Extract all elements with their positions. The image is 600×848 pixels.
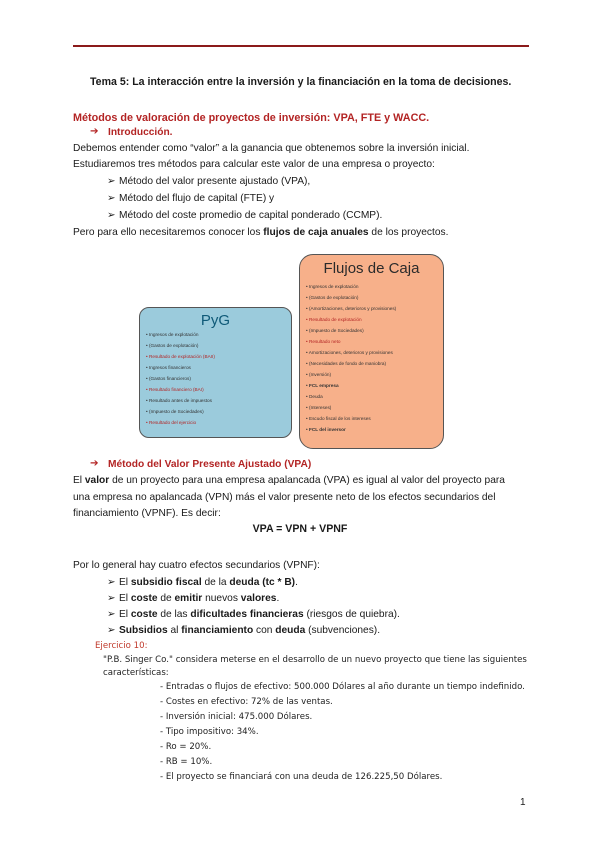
exercise-item: - Costes en efectivo: 72% de las ventas. [160,697,333,707]
bullet-icon: ➢ [107,577,116,588]
pyg-item: • (Gastos de explotación) [146,343,199,348]
bullet-icon: ➢ [107,176,116,187]
cash-flow-item: • Ingresos de explotación [306,284,359,289]
pyg-item: • Ingresos financieros [146,365,191,370]
bullet-icon: ➢ [107,609,116,620]
arrow-icon: ➔ [90,458,99,469]
cash-flow-item: • Resultado de explotación [306,317,362,322]
intro-line-1: Debemos entender como “valor” a la ganancia que obtenemos sobre la inversión inicial. [73,143,470,154]
vpa-heading: Método del Valor Presente Ajustado (VPA) [108,459,312,470]
exercise-item: - Inversión inicial: 475.000 Dólares. [160,712,313,722]
pyg-item: • (Gastos financieros) [146,376,191,381]
bullet-icon: ➢ [107,193,116,204]
method-item: ➢ Método del flujo de capital (FTE) y [107,193,275,204]
pyg-title: PyG [200,312,231,329]
page-number: 1 [520,797,526,808]
pyg-item: • Resultado antes de impuestos [146,398,213,403]
vpa-paragraph-line-3: financiamiento (VPNF). Es decir: [73,508,221,519]
effects-intro: Por lo general hay cuatro efectos secundarios (VPNF): [73,560,320,571]
header-rule [73,45,529,47]
intro-line-2: Estudiaremos tres métodos para calcular este valor de una empresa o proyecto: [73,159,435,170]
effect-item: ➢ El coste de las dificultades financieras (riesgos de quiebra). [107,609,400,620]
cash-flow-item: • Amortizaciones, deterioros y provisiones [306,350,393,355]
exercise-item: - Tipo impositivo: 34%. [160,727,259,737]
exercise-item: - El proyecto se financiará con una deuda de 126.225,50 Dólares. [160,772,443,782]
cash-flow-item: • (Intereses) [306,405,332,410]
intro-conclusion: Pero para ello necesitaremos conocer los flujos de caja anuales de los proyectos. [73,227,449,238]
effect-item: ➢ El coste de emitir nuevos valores. [107,593,280,604]
cash-flow-item: • FCL empresa [306,383,339,388]
pyg-diagram [139,307,292,438]
cash-flow-item: • (Amortizaciones, deterioros y provisiones) [306,306,397,311]
vpa-formula: VPA = VPN + VPNF [252,523,348,535]
page-title: Tema 5: La interacción entre la inversión y la financiación en la toma de decisiones. [90,76,512,88]
arrow-icon: ➔ [90,126,99,137]
pyg-item: • Resultado de explotación (BAII) [146,354,215,359]
cash-flow-item: • (Inversión) [306,372,332,377]
cash-flow-item: • (Necesidades de fondo de maniobra) [306,361,387,366]
bullet-icon: ➢ [107,593,116,604]
cash-flow-title: Flujos de Caja [323,260,420,277]
effect-item: ➢ Subsidios al financiamiento con deuda (subvenciones). [107,625,381,636]
cash-flow-diagram [299,254,444,449]
method-item: ➢ Método del coste promedio de capital ponderado (CCMP). [107,210,383,221]
exercise-heading: Ejercicio 10: [95,641,148,651]
cash-flow-item: • FCL del inversor [306,427,346,432]
pyg-item: • Resultado financiero (BAI) [146,387,204,392]
vpa-paragraph-line-2: una empresa no apalancada (VPN) más el valor presente neto de los efectos secundarios del [73,492,496,503]
bullet-icon: ➢ [107,210,116,221]
intro-heading: Introducción. [108,127,173,138]
cash-flow-item: • Deuda [306,394,323,399]
cash-flow-item: • Escudo fiscal de los intereses [306,416,371,421]
exercise-item: - Ro = 20%. [160,742,212,752]
exercise-item: - Entradas o flujos de efectivo: 500.000 Dólares al año durante un tiempo indefinido. [160,682,525,692]
pyg-item: • Ingresos de explotación [146,332,199,337]
pyg-item: • (Impuesto de Sociedades) [146,409,204,414]
pyg-item: • Resultado del ejercicio [146,420,197,425]
exercise-item: - RB = 10%. [160,757,213,767]
exercise-line-1: "P.B. Singer Co." considera meterse en el desarrollo de un nuevo proyecto que tiene las siguientes [103,655,527,665]
section-title: Métodos de valoración de proyectos de inversión: VPA, FTE y WACC. [73,112,430,124]
exercise-line-2: características: [103,668,169,678]
cash-flow-item: • (Impuesto de Sociedades) [306,328,364,333]
cash-flow-item: • (Gastos de explotación) [306,295,359,300]
vpa-paragraph-line-1: El valor de un proyecto para una empresa apalancada (VPA) es igual al valor del proyecto para [73,475,505,486]
bullet-icon: ➢ [107,625,116,636]
method-item: ➢ Método del valor presente ajustado (VPA), [107,176,311,187]
effect-item: ➢ El subsidio fiscal de la deuda (tc * B). [107,577,298,588]
cash-flow-item: • Resultado neto [306,339,341,344]
